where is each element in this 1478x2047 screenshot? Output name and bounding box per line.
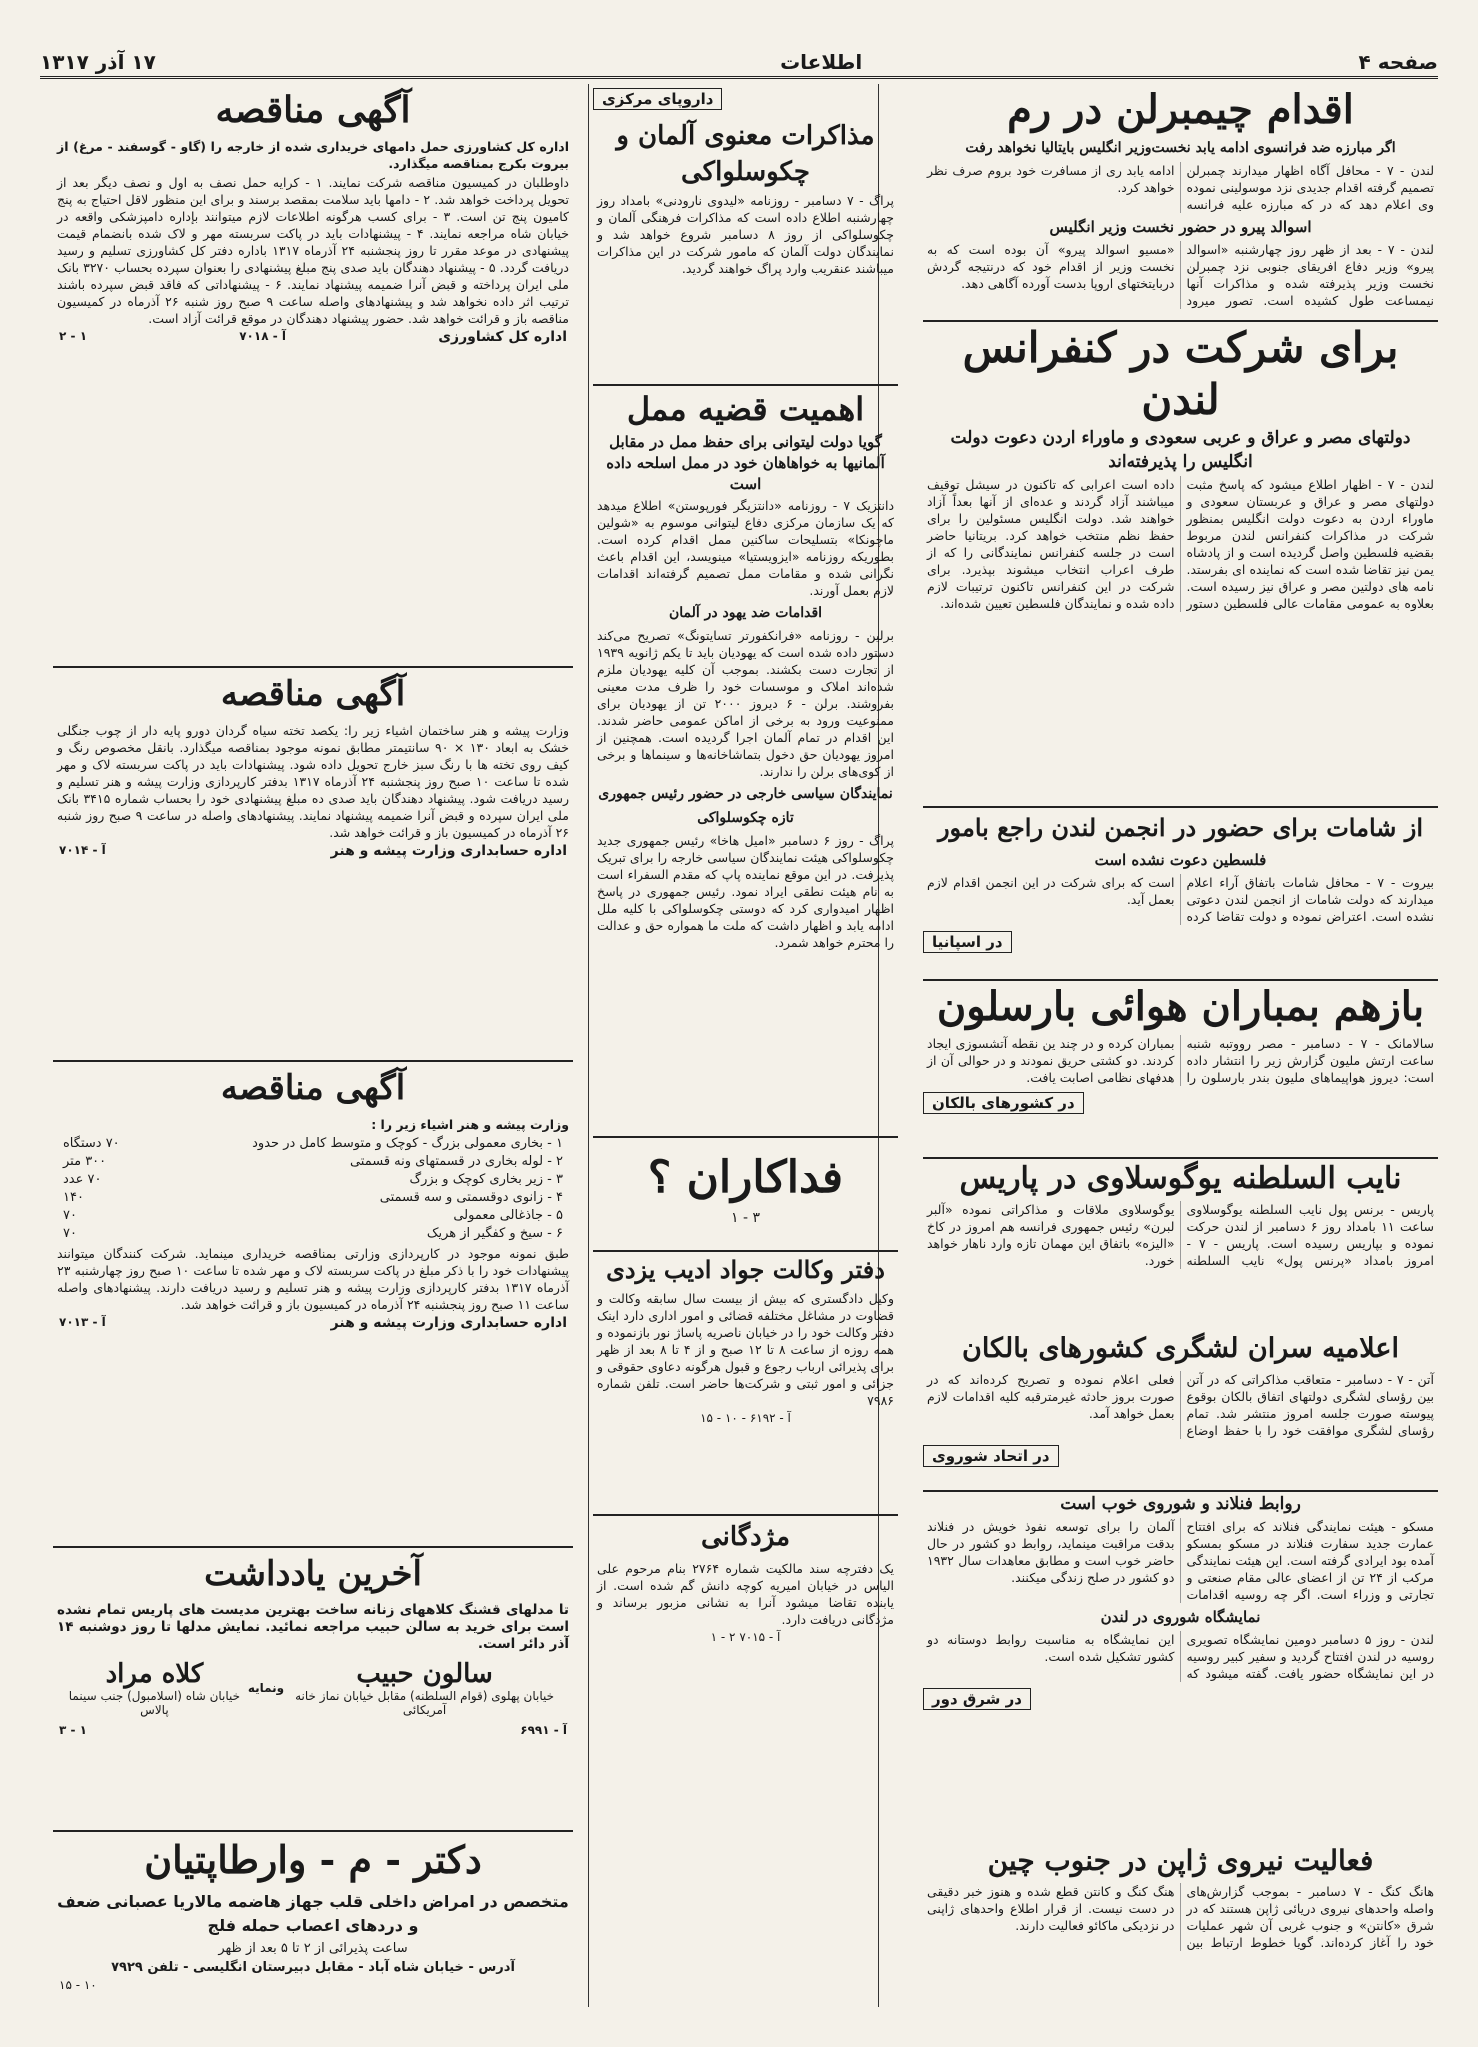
article-body: لندن - ۷ - اظهار اطلاع میشود که پاسخ مثبت دولتهای مصر و عراق و عربستان سعودی و ماوراء اردن به دعوت دولت انگلیس بمنظور شرکت در مذاکرات کنفرانس لندن مربوط بقضیه فلسطین واصل گردیده است و از پادشاه یمن نیز تقاضا شده است که نماینده ای بفرستد. نامه های دولتین مصر و عراق نیز رسیده است. بعلاوه به عمومی مقامات عالی فلسطین دستور داده است اعرابی که تاکنون در سیشل توقیف میباشند آزاد گردند و عده‌ای از آنها بعداً آزاد خواهند شد. دولت انگلیس مسئولین را برای حفظ نظم منتخب خواهد کرد. بریتانیا حاضر است در جلسه کنفرانس نمایندگانی را که از طرف اعراب انتخاب میشوند بپذیرد. برای شرکت در این کنفرانس تاکنون ترتیبات لازم داده شده و نمایندگان فلسطین تعیین شده‌اند.: [927, 477, 1434, 611]
ad-intro: وزارت پیشه و هنر اشیاء زیر را :: [371, 1117, 569, 1132]
ad-last-reminder: [53, 1546, 573, 1828]
ad-code: آ - ۷۰۱۵ ۲ - ۱: [710, 1630, 781, 1644]
article-body: لندن - ۷ - محافل آگاه اظهار میدارند چمبرلن تصمیم گرفته اقدام جدیدی نزد موسولینی نموده وی اعلام دهد که در که مبارزه علیه فرانسه ادامه یابد ری از مسافرت خود بروم صرف نظر خواهد کرد.: [927, 163, 1435, 212]
connector: ونمایه: [247, 1681, 285, 1695]
ad-signature: اداره کل کشاورزی: [438, 329, 567, 345]
headline: مژدگانی: [700, 1522, 791, 1552]
list-item: ۲ - لوله بخاری در قسمتهای ونه قسمتی ۳۰۰ متر: [63, 1154, 563, 1169]
list-item: ۵ - جاذغالی معمولی ۷۰: [63, 1208, 563, 1223]
article-chamberlain: [923, 84, 1438, 312]
ad-lawyer: [593, 1250, 898, 1512]
middle-column: [593, 84, 898, 2027]
ad-doctor: [53, 1830, 573, 2027]
subheadline: اگر مبارزه ضد فرانسوی ادامه یابد نخست‌وزیر انگلیس بایتالیا نخواهد رفت: [965, 140, 1396, 156]
salon-name: کلاه مراد: [105, 1659, 204, 1689]
salon-address: خیابان پهلوی (قوام السلطنه) مقابل خیابان نماز خانه آمریکائی: [295, 1689, 555, 1717]
ad-code: ۱ - ۳: [59, 1723, 87, 1737]
left-column: [53, 84, 573, 2027]
article-yugoslav-regent: [923, 1157, 1438, 1331]
headline: آخرین یادداشت: [204, 1554, 422, 1594]
page-number: صفحه ۴: [1358, 50, 1438, 74]
page-header: [40, 46, 1438, 79]
article-japan: [923, 1841, 1438, 2027]
ad-body: طبق نمونه موجود در کارپردازی وزارتی بمناقصه خریداری مینماید. شرکت کنندگان میتوانند پیشنهادات خود را با ذکر مبلغ در پاکت سربسته لاک و مهر شده تا ساعت ۱۰ صبح روز چهارشنبه ۲۳ آذرماه ۱۳۱۷ بدفتر کارپردازی وزارت پیشه و هنر تسلیم و رسید دریافت دارند. پیشنهادهای واصله ساعت ۱۱ صبح روز پنجشنبه ۲۴ آذرماه در کمیسیون باز و قرائت خواهد شد.: [57, 1246, 570, 1312]
ad-intro: اداره کل کشاورزی حمل دامهای خریداری شده از خارجه را (گاو - گوسفند - مرغ) از بیروت بکرج بمناقصه میگذارد.: [57, 139, 569, 171]
ad-tender-heaters: [53, 1060, 573, 1546]
article-body: پاریس - برنس پول نایب السلطنه یوگوسلاوی ساعت ۱۱ بامداد روز ۶ دسامبر از لندن حرکت نموده و بپاریس رسیده است. پاریس - ۷ - امروز بامداد «پرنس پول» نایب السلطنه یوگوسلاوی ملاقات و مذاکراتی نموده «آلبر لبرن» رئیس جمهوری فرانسه هم امروز در کاخ «الیزه» باتفاق این مهمان تازه وارد ناهار خواهد خورد.: [927, 1202, 1434, 1268]
headline: بازهم بمباران هوائی بارسلون: [936, 983, 1425, 1030]
section-title: اقدامات ضد یهود در آلمان: [668, 605, 823, 621]
subheadline: فلسطین دعوت نشده است: [1094, 851, 1267, 869]
article-balkan: [923, 1329, 1438, 1489]
article-finland: [923, 1490, 1438, 1840]
salon-name: سالون حبیب: [356, 1659, 493, 1689]
list-item: ۶ - سیخ و کفگیر از هریک ۷۰: [63, 1226, 563, 1241]
subheadline: گویا دولت لیتوانی برای حفظ ممل در مقابل آلمانیها به خواهاهان خود در ممل اسلحه داده است: [606, 433, 885, 493]
article-body: هانگ کنگ - ۷ دسامبر - بموجب گزارش‌های واصله واحدهای نیروی دریائی ژاپن هستند که در شرق «کانتن» و جنوب غربی آن شهر عملیات خود را آغاز کرده‌اند. گویا خطوط ارتباط بین هنگ کنگ و کانتن قطع شده و هنوز خبر دقیقی در دست نیست. از قرار اطلاع واحدهای ژاپنی در نزدیکی ماکائو فعالیت دارند.: [927, 1884, 1434, 1950]
ad-tender-agriculture: [53, 84, 573, 664]
article-body: پراگ - ۷ دسامبر - روزنامه «لیدوی نارودنی» بامداد روز چهارشنبه اطلاع داده است که مذاکرات فرهنگی آلمان و چکوسلواکی از روز ۸ دسامبر شروع خواهد شد و نمایندگان دولت آلمان که مامور شرکت در این مذاکرات میباشند عنقریب وارد پراگ خواهند گردید.: [597, 193, 895, 276]
ad-reward: [593, 1514, 898, 1716]
ad-code: آ - ۷۰۱۳: [59, 1315, 106, 1329]
ad-tender-blackboards: [53, 666, 573, 1060]
article-germany-czech: [593, 118, 898, 384]
section-label: در اتحاد شوروی: [923, 1445, 1059, 1467]
list-item: ۳ - زیر بخاری کوچک و بزرگ ۷۰ عدد: [63, 1172, 563, 1187]
right-column: [923, 84, 1438, 2027]
ad-fadakaran: [593, 1136, 898, 1248]
ad-body: تا مدلهای قشنگ کلاههای زنانه ساخت بهترین مدیست های پاریس تمام نشده است برای خرید به سالن حبیب مراجعه نمائید. نمایش مدلها تا روز دوشنبه ۱۴ آذر دائر است.: [57, 1602, 569, 1652]
headline: روابط فنلاند و شوروی خوب است: [1060, 1494, 1301, 1514]
headline: فعالیت نیروی ژاپن در جنوب چین: [987, 1844, 1374, 1877]
article-body: لندن - روز ۵ دسامبر دومین نمایشگاه تصویری روسیه در لندن افتتاح گردید و سفیر کبیر روسیه در این نمایشگاه حضور یافت. گفته میشود که این نمایشگاه به مناسبت روابط دوستانه دو کشور تشکیل شده است.: [927, 1632, 1434, 1681]
article-body: دانتزیک ۷ - روزنامه «دانتزیگر فورپوستن» اطلاع میدهد که یک سازمان مرکزی دفاع لیتوانی موسوم به «شولین ماچونکا» بتسلیحات ساکنین ممل اقدام کرده است. بطوریکه روزنامه «ایزویستیا» مینویسد، این اقدام باعث نگرانی شده و مقامات ممل تصمیم گرفته‌اند اقدامات لازم بعمل آورند.: [597, 498, 895, 598]
ad-address: آدرس - خیابان شاه آباد - مقابل دبیرستان انگلیسی - تلفن ۷۹۲۹: [111, 1960, 515, 1975]
headline: دفتر وکالت جواد ادیب یزدی: [606, 1255, 885, 1284]
section-title: نمایشگاه شوروی در لندن: [1100, 1608, 1261, 1626]
ad-body: وزارت پیشه و هنر ساختمان اشیاء زیر را: یکصد تخته سیاه گردان دورو پایه دار از چوب جنگلی خشک به ابعاد ۱۳۰ × ۹۰ سانتیمتر مطابق نمونه موجود بمناقصه میگذارد. بانقل مخصوص رنگ و کیف روی تخته ها با رنگ سبز خارج تحویل داده شود. پیشنهادات باید در پاکت سربسته لاک و مهر شده تا ساعت ۱۰ صبح روز پنجشنبه ۲۴ آذرماه ۱۳۱۷ بدفتر کارپردازی وزارت پیشه و هنر تسلیم و رسید دریافت شود. پیشنهاد دهندگان باید صدی ده مبلغ پیشنهادی خود را بحساب شماره ۳۴۱۵ بانک ملی ایران سپرده و قبض آنرا ضمیمه پیشنهاد نمایند. پیشنهادهای واصله در ساعت ۹ صبح روز شنبه ۲۶ آذرماه در کمیسیون باز و قرائت خواهد شد.: [57, 723, 569, 840]
section-label: داروپای مرکزی: [593, 88, 722, 110]
ad-code: آ - ۶۱۹۲ - ۱۰ - ۱۵: [700, 1411, 791, 1425]
paper-name: اطلاعات: [780, 50, 863, 74]
subheadline: دولتهای مصر و عراق و عربی سعودی و ماوراء اردن دعوت دولت انگلیس را پذیرفته‌اند: [950, 428, 1411, 472]
section-label: در اسپانیا: [923, 931, 1012, 953]
headline: فداکاران ؟: [647, 1152, 844, 1203]
article-body: وکیل دادگستری که بیش از بیست سال سابقه وکالت و قضاوت در مشاغل مختلفه قضائی و امور اداری دارد اینک دفتر وکالت خود را در خیابان ناصریه پاساژ نور بازنموده و همه روزه از ساعت ۸ تا ۱۲ صبح و از ۴ تا ۸ بعد از ظهر برای پذیرائی ارباب رجوع و قبول هرگونه دعاوی حقوقی و جزائی و امور ثبتی و شرکت‌ها حاضر است. تلفن شماره ۷۹۸۶: [597, 1291, 895, 1408]
headline: آگهی مناقصه: [220, 674, 406, 714]
section-label: در کشورهای بالکان: [923, 1092, 1084, 1114]
ad-hours: ساعت پذیرائی از ۲ تا ۵ بعد از ظهر: [218, 1941, 408, 1956]
article-memel: [593, 384, 898, 1126]
ad-code: ۱ - ۲: [59, 329, 88, 343]
headline: از شامات برای حضور در انجمن لندن راجع بامور: [937, 813, 1424, 842]
article-body: آتن - ۷ - دسامبر - متعاقب مذاکراتی که در آتن بین رؤسای لشگری دولتهای اتفاق بالکان بوقوع پیوسته صورت جلسه امروز منتشر شد. تمام رؤسای لشگری موافقت خود را با حفظ اوضاع فعلی اعلام نموده و تصریح کرده‌اند که در صورت بروز حادثه غیرمترقبه کلیه اقدامات لازم بعمل خواهد آمد.: [927, 1372, 1434, 1438]
list-item: ۱ - بخاری معمولی بزرگ - کوچک و متوسط کامل در حدود ۷۰ دستگاه: [63, 1136, 563, 1151]
article-body: سالامانک - ۷ - دسامبر - مصر رووتبه شنبه ساعت ارتش ملیون گزارش زیر را انتشار داده است: دیروز هواپیماهای ملیون بندر بارسلون را بمباران کرده و در چند ین نقطه آتشسوزی ایجاد کردند. دو کشتی حریق نمودند و در حوالی آن از هدفهای نظامی اصابت یافت.: [927, 1036, 1434, 1085]
ad-body: داوطلبان در کمیسیون مناقصه شرکت نمایند. ۱ - کرایه حمل نصف به اول و نصف دیگر بعد از تحویل پرداخت خواهد شد. ۲ - دامها باید سلامت بمقصد برسند و برای این منظور لاقل احتیاج به پنج کامیون پنج تن است. ۳ - برای کسب هرگونه اطلاعات لازم میتوانند بإداره دامپزشکی واقعه در خیابان شاه مراجعه نمایند. ۴ - پیشنهادات باید در پاکت سربسته مهر و لاک شده بانضمام قیمت پیشنهادی در موعد مقرر تا روز پنجشنبه ۲۴ آذرماه ۱۳۱۷ باداره دفتر کل کشاورزی تسلیم و رسید دریافت گردد. ۵ - پیشنهاد دهندگان باید صدی پنج مبلغ پیشنهادی را بعنوان سپرده بحساب ۳۲۷۰ بانک ملی ایران پرداخته و قبض آنرا ضمیمه پیشنهاد نمایند. ۶ - پیشنهاداتی که فاقد قبض سپرده باشند ترتیب اثر داده نخواهد شد و پیشنهادهای واصله ساعت ۹ صبح روز شنبه ۲۶ آذرماه در کمیسیون مناقصه باز و قرائت خواهد شد. حضور پیشنهاد دهندگان در موقع قرائت آزاد است.: [57, 175, 570, 326]
list-item: ۴ - زانوی دوقسمتی و سه قسمتی ۱۴۰: [63, 1190, 563, 1205]
ad-signature: اداره حسابداری وزارت پیشه و هنر: [330, 1315, 567, 1331]
article-body: بیروت - ۷ - محافل شامات باتفاق آراء اعلام میدارند که دولت شامات از انجمن لندن دعوتی نشده است. اعتراض نموده و دولت تقاضا کرده است که برای شرکت در این انجمن اقدام لازم بعمل آید.: [927, 875, 1434, 924]
headline: نایب السلطنه یوگوسلاوی در پاریس: [959, 1161, 1402, 1196]
salon-address: خیابان شاه (اسلامبول) جنب سینما پالاس: [68, 1689, 241, 1717]
headline: اهمیت قضیه ممل: [626, 390, 865, 428]
article-london-conference: [923, 320, 1438, 806]
section-title: نمایندگان سیاسی خارجی در حضور رئیس جمهوری تازه چکوسلواکی: [598, 786, 893, 826]
headline: دکتر - م - وارطاپتیان: [144, 1837, 482, 1882]
headline: برای شرکت در کنفرانس لندن: [962, 323, 1399, 424]
ad-code: ۱۰ - ۱۵: [59, 1978, 97, 1992]
article-shamat: [923, 806, 1438, 978]
ad-code: آ - ۶۹۹۱: [520, 1723, 567, 1737]
ad-code: ۳ - ۱: [730, 1210, 760, 1226]
article-barcelona: [923, 979, 1438, 1156]
ad-code: آ - ۷۰۱۸: [239, 329, 286, 343]
ad-signature: اداره حسابداری وزارت پیشه و هنر: [330, 843, 567, 859]
hat-morad: [61, 1659, 248, 1717]
salon-habib: [284, 1659, 565, 1717]
article-body: پراگ - روز ۶ دسامبر «امیل هاخا» رئیس جمهوری جدید چکوسلواکی هیئت نمایندگان سیاسی خارجه را برای تبریک پذیرفت. در این موقع نماینده پاپ که مقدم السفراء است به نام هیئت نطقی ایراد نمود. رئیس جمهوری در پاسخ اظهار امیدواری کرد که دوستی چکوسلواکی با کلیه ملل ادامه یابد و اظهار داشت که ملت ما همواره حق و عدالت را محترم خواهد شمرد.: [597, 833, 894, 950]
headline: اقدام چیمبرلن در رم: [1007, 86, 1354, 133]
headline: آگهی مناقصه: [215, 89, 411, 131]
article-body: یک دفترچه سند مالکیت شماره ۲۷۶۴ بنام مرحوم علی الیاس در خیابان امیریه کوچه دانش گم شده است. از یابنده تقاضا میشود آنرا به نشانی مزبور برساند و مژدگانی دریافت دارد.: [597, 1561, 894, 1627]
headline: اعلامیه سران لشگری کشورهای بالکان: [962, 1333, 1399, 1364]
item-list: [53, 1135, 573, 1243]
ad-body: متخصص در امراض داخلی قلب جهاز هاضمه مالاریا عصبانی ضعف و دردهای اعصاب حمله فلج: [57, 1892, 569, 1935]
article-body: برلین - روزنامه «فرانکفورتر تسایتونگ» تصریح می‌کند دستور داده شده است که یهودیان باید تا یکم ژانویه ۱۹۳۹ از تجارت دست بکشند. بموجب آن کلیه یهودیان ملزم شده‌اند املاک و موسسات خود را ظرف مدت معینی بفروشند. برلن - ۶ دیروز ۲۰۰۰ تن از یهودیان برای ممنوعیت ورود به برخی از اماکن عمومی حاضر شدند. این اقدام در تمام آلمان اجرا گردیده است. همچنین از امروز یهودیان حق دخول بتماشاخانه‌ها و سینماها و برخی از کوی‌های برلن را ندارند.: [597, 628, 894, 779]
article-body: مسکو - هیئت نمایندگی فنلاند که برای افتتاح عمارت جدید سفارت فنلاند در مسکو بمسکو آمده بود ایرادی گرفته است. این هیئت نمایندگی مرکب از ۲۴ تن از اعضای عالی مقام صنعتی و تجارتی و وزراء است. اگر چه روسیه اقدامات آلمان را برای توسعه نفوذ خویش در فنلاند بدقت مراقبت مینماید، روابط دو کشور در حال حاضر خوب است و مطابق معاهدات سال ۱۹۳۲ دو کشور در صلح زندگی میکنند.: [927, 1519, 1434, 1602]
article-body: لندن - ۷ - بعد از ظهر روز چهارشنبه «اسوالد پیرو» وزیر دفاع افریقای جنوبی نزد چمبرلن نخست وزیر پذیرفته شده و مذاکرات آنها نیمساعت طول کشیده است. تصور میرود «مسیو اسوالد پیرو» آن بوده است که به نخست وزیر از اقدام خود که درنتیجه گردش دربایتختهای اروپا بدست آورده آگاهی دهد.: [927, 242, 1434, 308]
headline: آگهی مناقصه: [220, 1068, 406, 1108]
ad-code: آ - ۷۰۱۴: [59, 843, 106, 857]
headline: مذاکرات معنوی آلمان و چکوسلواکی: [616, 121, 875, 187]
section-title: اسوالد پیرو در حضور نخست وزیر انگلیس: [1049, 218, 1312, 236]
issue-date: ۱۷ آذر ۱۳۱۷: [40, 50, 156, 74]
column-divider: [588, 84, 589, 2007]
section-label: در شرق دور: [923, 1688, 1031, 1710]
